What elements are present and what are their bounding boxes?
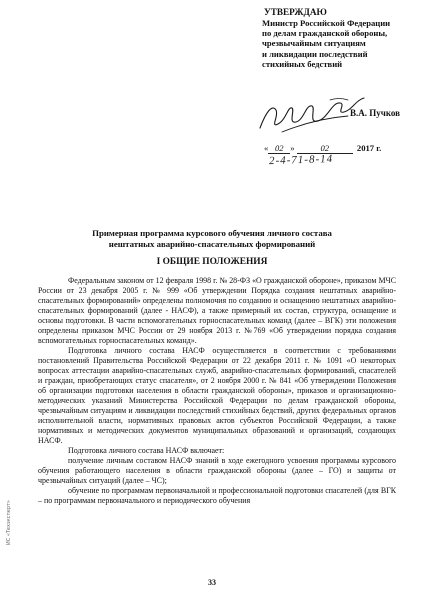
page-number: 33 [208,578,216,587]
approval-line: стихийных бедствий [262,58,343,69]
date-open-quote: « [264,143,269,153]
approval-line: и ликвидации последствий [262,48,368,59]
document-title-line: нештатных аварийно-спасательных формирований [108,239,316,249]
date-day: 02 [268,143,290,154]
document-body [38,276,396,506]
approval-line: Министр Российской Федерации [262,18,391,28]
body-paragraph: получение личным составом НАСФ знаний в ходе ежегодного усвоения программы курсового обучения работающего населения в области гражданской обороны (далее – ГО) и защиты от чрезвычайных ситуаций (далее – ЧС); [38,456,396,485]
approval-heading: УТВЕРЖДАЮ [264,7,327,17]
side-stamp: ИС «Техэксперт» [6,500,12,545]
approval-line: по делам гражданской обороны, [262,28,388,39]
date-year: 2017 г. [356,143,382,153]
date-month: 02 [297,143,353,154]
body-paragraph: Федеральным законом от 12 февраля 1998 г. № 28-ФЗ «О гражданской обороне», приказом МЧС России от 23 декабря 2005 г. № 999 «Об утверждении Порядка создания нештатных аварийно-спасательных формирований» определены полномочия по созданию и оснащению нештатных аварийно-спасательных формирований (далее - НАСФ), а также примерный их состав, структура, оснащение и основы подготовки. В части вспомогательных горноспасательных команд (далее – ВГК) эти положения определены приказом МЧС России от 29 ноября 2013 г. №769 «Об утверждении порядка создания вспомогательных горноспасательных команд». [38,276,396,345]
approval-line: чрезвычайным ситуациям [262,38,366,49]
document-title [0,228,424,250]
document-title-line: Примерная программа курсового обучения личного состава [92,228,332,238]
date-close-quote: » [290,143,295,153]
section-heading: I ОБЩИЕ ПОЛОЖЕНИЯ [156,257,268,267]
body-paragraph: Подготовка личного состава НАСФ осуществляется в соответствии с требованиями постановлений Правительства Российской Федерации от 22 декабря 2011 г. № 1091 «О некоторых вопросах аттестации аварийно-спасательных служб, аварийно-спасательных формирований, спасателей и граждан, приобретающих статус спасателя», от 2 ноября 2000 г. № 841 «Об утверждении Положения об организации подготовки населения в области гражданской обороны», приказов и организационно-методических указаний Министерства Российской Федерации по делам гражданской обороны, чрезвычайным ситуациям и ликвидации последствий стихийных бедствий, других федеральных органов исполнительной власти, нормативных правовых актов субъектов Российской Федерации, а также нормативных и методических документов муниципальных образований и организаций, создающих НАСФ. [38,346,396,445]
body-paragraph: Подготовка личного состава НАСФ включает: [68,446,225,455]
registration-number: 2-4-71-8-14 [268,152,334,168]
body-paragraph: обучение по программам первоначальной и профессиональной подготовки спасателей (для ВГК – по программам первоначального и периодического обучения [38,486,396,505]
signer-name: В.А. Пучков [350,108,401,118]
approval-block [262,7,412,69]
